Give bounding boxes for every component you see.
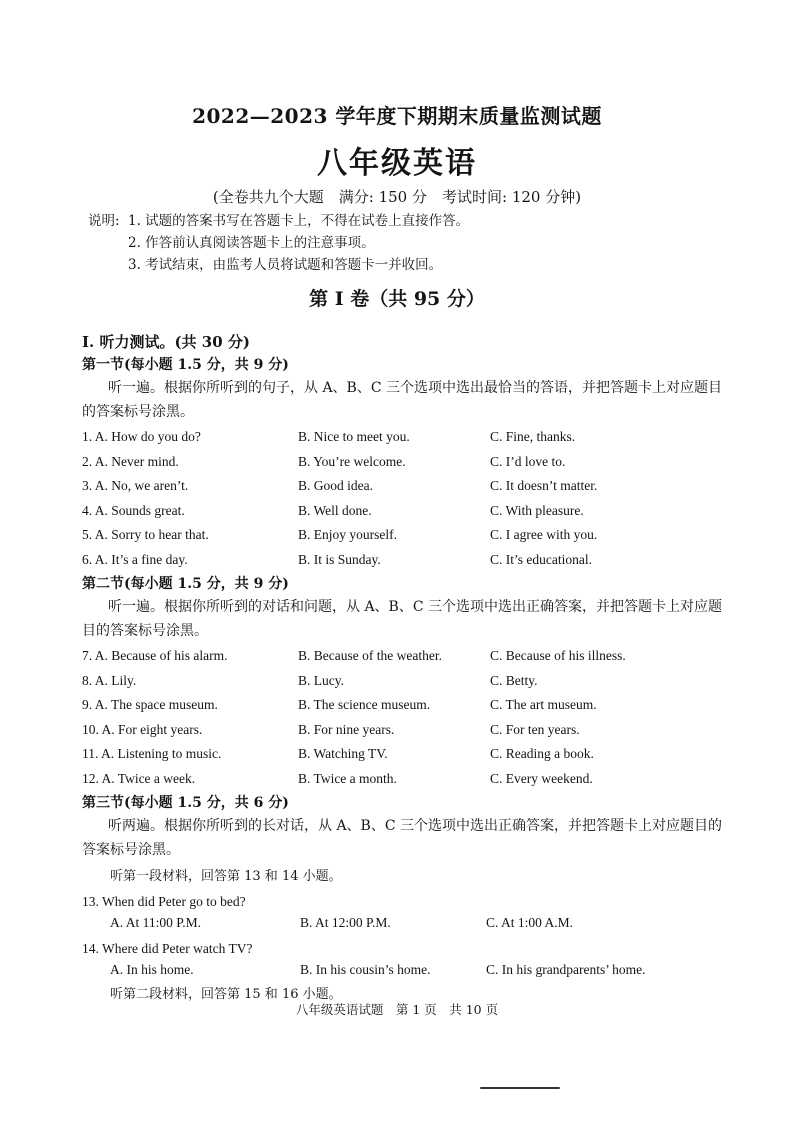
volume-title: 第 I 卷（共 95 分） bbox=[309, 288, 485, 310]
option-b: B. Twice a month. bbox=[298, 770, 397, 786]
option-b: B. You’re welcome. bbox=[298, 453, 406, 469]
option-b: B. The science museum. bbox=[298, 697, 431, 712]
option-c: C. I agree with you. bbox=[490, 527, 598, 542]
question-row bbox=[82, 451, 722, 476]
question-row bbox=[82, 694, 722, 719]
material-instruction: 听第二段材料，回答第 15 和 16 小题。 bbox=[110, 987, 342, 1002]
question-row bbox=[82, 524, 722, 549]
page-footer: 八年级英语试题 第 1 页 共 10 页 bbox=[295, 1002, 499, 1017]
listening-part bbox=[82, 330, 722, 1006]
option-a: A. At 11:00 P.M. bbox=[110, 915, 202, 930]
question-row bbox=[82, 670, 722, 695]
option-a: 3. A. No, we aren’t. bbox=[82, 478, 189, 493]
option-b: B. For nine years. bbox=[298, 721, 395, 737]
option-c: C. In his grandparents’ home. bbox=[486, 962, 646, 977]
option-a: 1. A. How do you do? bbox=[82, 429, 201, 444]
option-b: B. Enjoy yourself. bbox=[298, 527, 397, 542]
option-b: B. Nice to meet you. bbox=[298, 429, 410, 444]
question-stem: 14. Where did Peter watch TV? bbox=[82, 941, 253, 956]
option-b: B. Because of the weather. bbox=[298, 648, 442, 663]
section-instruction: 听两遍。根据你所听到的长对话，从 A、B、C 三个选项中选出正确答案，并把答题卡上对应题目的答案标号涂黑。 bbox=[82, 818, 723, 858]
notes-label: 说明: bbox=[88, 213, 120, 229]
option-c: C. It’s educational. bbox=[490, 551, 592, 567]
section-instruction: 听一遍。根据你所听到的句子，从 A、B、C 三个选项中选出最恰当的答语，并把答题卡上对应题目的答案标号涂黑。 bbox=[82, 380, 723, 420]
section-heading: 第二节(每小题 1.5 分，共 9 分) bbox=[82, 576, 289, 592]
option-a: 8. A. Lily. bbox=[82, 672, 137, 688]
option-a: 12. A. Twice a week. bbox=[82, 770, 196, 786]
option-b: B. At 12:00 P.M. bbox=[300, 915, 391, 930]
option-a: A. In his home. bbox=[110, 962, 194, 977]
question-row bbox=[82, 743, 722, 768]
option-c: C. At 1:00 A.M. bbox=[486, 915, 574, 930]
option-a: 2. A. Never mind. bbox=[82, 453, 179, 469]
option-c: C. For ten years. bbox=[490, 721, 580, 737]
option-c: C. Every weekend. bbox=[490, 770, 593, 786]
note-item: 2. 作答前认真阅读答题卡上的注意事项。 bbox=[128, 235, 375, 251]
option-c: C. I’d love to. bbox=[490, 453, 566, 469]
option-c: C. Fine, thanks. bbox=[490, 429, 576, 444]
option-a: 6. A. It’s a fine day. bbox=[82, 551, 188, 567]
option-b: B. It is Sunday. bbox=[298, 551, 381, 567]
material-instruction: 听第一段材料，回答第 13 和 14 小题。 bbox=[110, 869, 342, 884]
question-options bbox=[82, 913, 722, 937]
option-a: 4. A. Sounds great. bbox=[82, 502, 185, 518]
option-c: C. With pleasure. bbox=[490, 502, 584, 518]
section-heading: 第三节(每小题 1.5 分，共 6 分) bbox=[82, 795, 289, 811]
option-a: 10. A. For eight years. bbox=[82, 721, 203, 737]
question-row bbox=[82, 549, 722, 574]
exam-title: 2022—2023 学年度下期期末质量监测试题 bbox=[192, 104, 602, 128]
option-a: 11. A. Listening to music. bbox=[82, 746, 222, 761]
option-b: B. In his cousin’s home. bbox=[300, 962, 431, 977]
option-b: B. Good idea. bbox=[298, 478, 373, 493]
section-heading: 第一节(每小题 1.5 分，共 9 分) bbox=[82, 357, 289, 373]
exam-subtitle: 八年级英语 bbox=[317, 146, 477, 181]
option-b: B. Well done. bbox=[298, 502, 372, 518]
question-row bbox=[82, 719, 722, 744]
question-options bbox=[82, 960, 722, 984]
section-instruction: 听一遍。根据你所听到的对话和问题，从 A、B、C 三个选项中选出正确答案，并把答题卡上对应题目的答案标号涂黑。 bbox=[82, 599, 723, 639]
option-c: C. Reading a book. bbox=[490, 746, 594, 761]
option-c: C. Because of his illness. bbox=[490, 648, 626, 663]
note-item: 1. 试题的答案书写在答题卡上，不得在试卷上直接作答。 bbox=[128, 213, 470, 229]
question-row bbox=[82, 475, 722, 500]
instructions-notes bbox=[88, 210, 469, 276]
option-a: 9. A. The space museum. bbox=[82, 697, 218, 712]
note-item: 3. 考试结束，由监考人员将试题和答题卡一并收回。 bbox=[128, 257, 443, 273]
question-stem: 13. When did Peter go to bed? bbox=[82, 894, 246, 909]
option-c: C. Betty. bbox=[490, 672, 538, 688]
option-b: B. Lucy. bbox=[298, 672, 344, 688]
option-c: C. The art museum. bbox=[490, 697, 597, 712]
option-b: B. Watching TV. bbox=[298, 746, 388, 761]
question-row bbox=[82, 768, 722, 793]
exam-info: (全卷共九个大题 满分: 150 分 考试时间: 120 分钟) bbox=[212, 188, 582, 206]
question-row bbox=[82, 500, 722, 525]
option-a: 7. A. Because of his alarm. bbox=[82, 648, 228, 663]
scan-mark bbox=[480, 1087, 560, 1089]
option-c: C. It doesn’t matter. bbox=[490, 478, 598, 493]
option-a: 5. A. Sorry to hear that. bbox=[82, 527, 209, 542]
question-row bbox=[82, 645, 722, 670]
question-row bbox=[82, 426, 722, 451]
part-heading: I. 听力测试。(共 30 分) bbox=[82, 333, 250, 351]
